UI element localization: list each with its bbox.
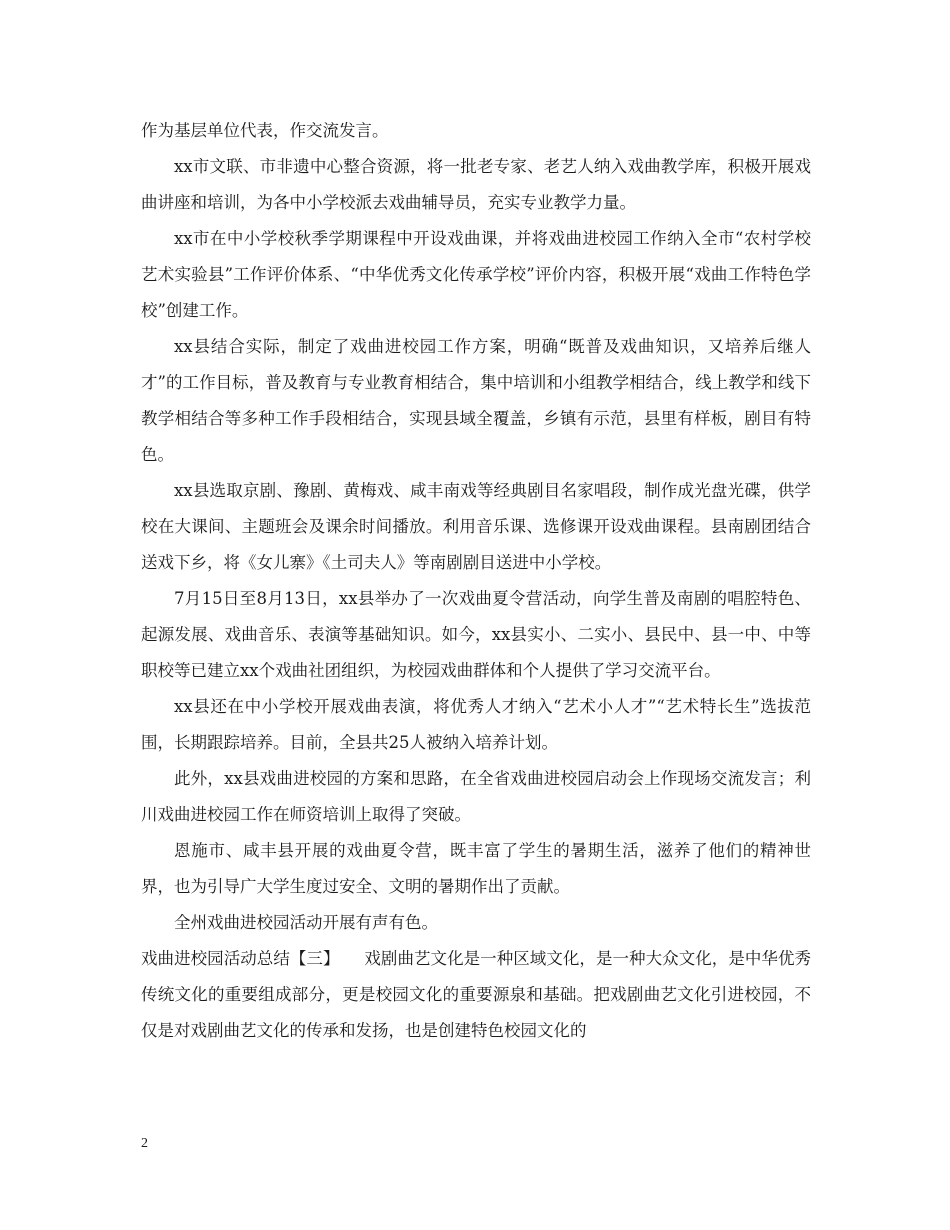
paragraph: 全州戏曲进校园活动开展有声有色。 [174,913,438,932]
page-number: 2 [141,1136,148,1151]
paragraph: 7月15日至8月13日，xx县举办了一次戏曲夏令营活动，向学生普及南剧的唱腔特色、起源发展、戏曲音乐、表演等基础知识。如今，xx县实小、二实小、县民中、县一中、中等职校等已建立xx个戏曲社团组织，为校园戏曲群体和个人提供了学习交流平台。 [141,589,811,680]
paragraph: xx县选取京剧、豫剧、黄梅戏、咸丰南戏等经典剧目名家唱段，制作成光盘光碟，供学校在大课间、主题班会及课余时间播放。利用音乐课、选修课开设戏曲课程。县南剧团结合送戏下乡，将《女儿寨》《土司夫人》等南剧剧目送进中小学校。 [141,481,811,572]
paragraph: xx市在中小学校秋季学期课程中开设戏曲课，并将戏曲进校园工作纳入全市“农村学校艺术实验县”工作评价体系、“中华优秀文化传承学校”评价内容，积极开展“戏曲工作特色学校”创建工作。 [141,229,811,320]
paragraph: 作为基层单位代表，作交流发言。 [141,121,389,140]
document-body [141,113,811,1049]
paragraph: 此外，xx县戏曲进校园的方案和思路，在全省戏曲进校园启动会上作现场交流发言；利川戏曲进校园工作在师资培训上取得了突破。 [141,769,811,824]
paragraph: 恩施市、咸丰县开展的戏曲夏令营，既丰富了学生的暑期生活，滋养了他们的精神世界，也为引导广大学生度过安全、文明的暑期作出了贡献。 [141,841,811,896]
paragraph: xx县结合实际，制定了戏曲进校园工作方案，明确“既普及戏曲知识，又培养后继人才”的工作目标，普及教育与专业教育相结合，集中培训和小组教学相结合，线上教学和线下教学相结合等多种工作手段相结合，实现县域全覆盖，乡镇有示范，县里有样板，剧目有特色。 [141,337,811,464]
paragraph: xx市文联、市非遗中心整合资源，将一批老专家、老艺人纳入戏曲教学库，积极开展戏曲讲座和培训，为各中小学校派去戏曲辅导员，充实专业教学力量。 [141,157,811,212]
paragraph: xx县还在中小学校开展戏曲表演，将优秀人才纳入“艺术小人才”“艺术特长生”选拔范围，长期跟踪培养。目前，全县共25人被纳入培养计划。 [141,697,811,752]
section-heading-paragraph: 戏曲进校园活动总结【三】 戏剧曲艺文化是一种区域文化，是一种大众文化，是中华优秀传统文化的重要组成部分，更是校园文化的重要源泉和基础。把戏剧曲艺文化引进校园，不仅是对戏剧曲艺文化的传承和发扬，也是创建特色校园文化的 [141,949,811,1040]
